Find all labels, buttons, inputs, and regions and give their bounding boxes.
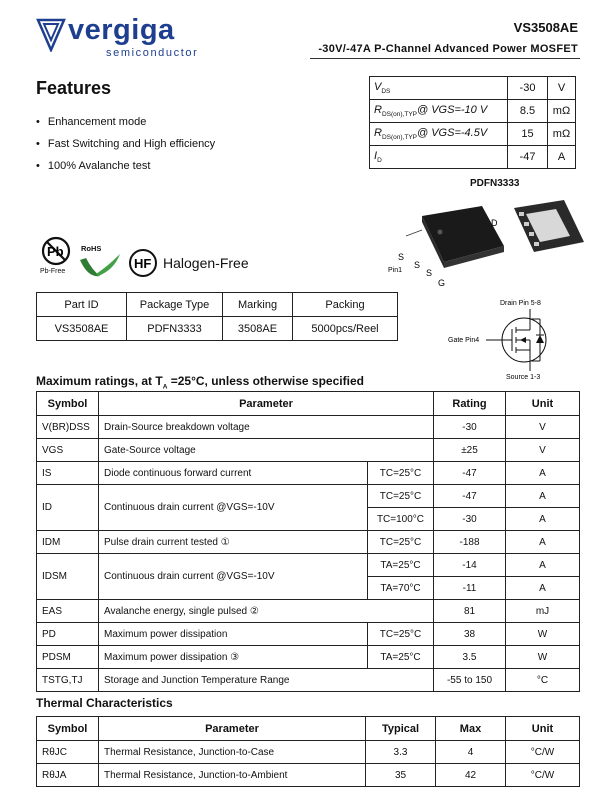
package-bottom-chip-icon <box>514 200 584 252</box>
parameter-cell: Drain-Source breakdown voltage <box>99 416 434 439</box>
unit-cell: A <box>506 554 580 577</box>
diode-icon <box>536 335 544 343</box>
package-top-chip-icon <box>422 206 504 268</box>
mosfet-symbol-diagram <box>446 295 586 383</box>
rating-cell: -188 <box>434 531 506 554</box>
source-label: S <box>414 260 421 270</box>
column-header: Marking <box>223 293 293 317</box>
package-type-cell: PDFN3333 <box>127 317 223 341</box>
features-title: Features <box>36 78 112 98</box>
rating-cell: -30 <box>434 416 506 439</box>
spec-unit: V <box>548 77 576 100</box>
table-row <box>37 623 580 646</box>
halogen-free-icon <box>128 248 158 278</box>
parameter-cell: Diode continuous forward current <box>99 462 368 485</box>
typical-cell: 3.3 <box>366 741 436 764</box>
symbol-cell: IDM <box>37 531 99 554</box>
column-header: Part ID <box>37 293 127 317</box>
pin1-label: Pin1 <box>388 267 403 274</box>
pb-free-label: Pb-Free <box>40 268 66 275</box>
key-spec-table <box>369 76 576 169</box>
condition-cell: TC=25°C <box>368 623 434 646</box>
feature-item: • 100% Avalanche test <box>36 158 215 180</box>
parameter-cell: Thermal Resistance, Junction-to-Ambient <box>99 764 366 787</box>
symbol-cell: V(BR)DSS <box>37 416 99 439</box>
column-header: Parameter <box>99 392 434 416</box>
symbol-cell: IS <box>37 462 99 485</box>
thermal-title: Thermal Characteristics <box>36 696 173 710</box>
parameter-cell: Maximum power dissipation <box>99 623 368 646</box>
condition-cell: TA=25°C <box>368 554 434 577</box>
gate-label: G <box>438 278 446 288</box>
table-row <box>370 123 576 146</box>
column-header: Packing <box>293 293 398 317</box>
packing-cell: 5000pcs/Reel <box>293 317 398 341</box>
rating-cell: 81 <box>434 600 506 623</box>
table-row <box>37 764 580 787</box>
unit-cell: A <box>506 508 580 531</box>
spec-value: 8.5 <box>508 100 548 123</box>
typical-cell: 35 <box>366 764 436 787</box>
table-header-row <box>37 717 580 741</box>
unit-cell: A <box>506 462 580 485</box>
table-row <box>37 531 580 554</box>
spec-symbol: $R_{DS(on),TYP}@$ VGS=-4.5V <box>370 123 508 146</box>
channel-arrow-icon <box>520 337 526 343</box>
table-row <box>37 462 580 485</box>
symbol-cell: RθJA <box>37 764 99 787</box>
max-cell: 4 <box>436 741 506 764</box>
mosfet-icon <box>486 309 546 371</box>
condition-cell: TC=25°C <box>368 531 434 554</box>
rating-cell: -30 <box>434 508 506 531</box>
rating-cell: ±25 <box>434 439 506 462</box>
table-row <box>370 77 576 100</box>
table-row <box>370 100 576 123</box>
table-row <box>37 485 580 508</box>
symbol-cell: ID <box>37 485 99 531</box>
condition-cell: TA=25°C <box>368 646 434 669</box>
table-row <box>37 416 580 439</box>
spec-symbol: $I_D$ <box>370 146 508 169</box>
column-header: Max <box>436 717 506 741</box>
unit-cell: A <box>506 531 580 554</box>
spec-unit: mΩ <box>548 123 576 146</box>
column-header: Unit <box>506 392 580 416</box>
drain-label: D <box>491 218 498 228</box>
thermal-table <box>36 716 580 787</box>
condition-cell: TC=25°C <box>368 485 434 508</box>
rating-cell: -47 <box>434 462 506 485</box>
symbol-cell: PD <box>37 623 99 646</box>
spec-unit: mΩ <box>548 100 576 123</box>
brand-name: vergiga <box>68 14 175 46</box>
symbol-cell: TSTG,TJ <box>37 669 99 692</box>
parameter-cell: Gate-Source voltage <box>99 439 434 462</box>
table-row <box>37 439 580 462</box>
gate-pin-label: Gate Pin4 <box>448 337 480 344</box>
spec-symbol: $V_{DS}$ <box>370 77 508 100</box>
parameter-cell: Continuous drain current @VGS=-10V <box>99 485 368 531</box>
part-id-cell: VS3508AE <box>37 317 127 341</box>
unit-cell: °C <box>506 669 580 692</box>
source-label: S <box>426 268 433 278</box>
parameter-cell: Avalanche energy, single pulsed ② <box>99 600 434 623</box>
condition-cell: TC=25°C <box>368 462 434 485</box>
column-header: Typical <box>366 717 436 741</box>
hf-symbol: HF <box>134 256 152 271</box>
column-header: Rating <box>434 392 506 416</box>
ordering-table <box>36 292 398 341</box>
column-header: Package Type <box>127 293 223 317</box>
rating-cell: -11 <box>434 577 506 600</box>
package-drawing <box>386 190 586 290</box>
column-header: Symbol <box>37 717 99 741</box>
rohs-leaf-icon <box>78 252 122 278</box>
rating-cell: -55 to 150 <box>434 669 506 692</box>
pb-symbol: Pb <box>47 244 64 259</box>
max-cell: 42 <box>436 764 506 787</box>
parameter-cell: Storage and Junction Temperature Range <box>99 669 434 692</box>
table-row <box>37 554 580 577</box>
rating-cell: -47 <box>434 485 506 508</box>
symbol-cell: VGS <box>37 439 99 462</box>
header-rule <box>310 58 580 59</box>
symbol-cell: IDSM <box>37 554 99 600</box>
max-ratings-table <box>36 391 580 692</box>
unit-cell: °C/W <box>506 741 580 764</box>
rating-cell: -14 <box>434 554 506 577</box>
brand-logo-mark-icon <box>36 18 66 52</box>
spec-unit: A <box>548 146 576 169</box>
table-header-row <box>37 392 580 416</box>
column-header: Unit <box>506 717 580 741</box>
parameter-cell: Maximum power dissipation ③ <box>99 646 368 669</box>
unit-cell: V <box>506 416 580 439</box>
rohs-label: RoHS <box>81 244 102 253</box>
unit-cell: V <box>506 439 580 462</box>
condition-cell: TC=100°C <box>368 508 434 531</box>
table-row <box>37 646 580 669</box>
unit-cell: °C/W <box>506 764 580 787</box>
spec-value: -30 <box>508 77 548 100</box>
condition-cell: TA=70°C <box>368 577 434 600</box>
marking-cell: 3508AE <box>223 317 293 341</box>
source-label: S <box>398 252 405 262</box>
column-header: Symbol <box>37 392 99 416</box>
spec-value: 15 <box>508 123 548 146</box>
spec-symbol: $R_{DS(on),TYP}@$ VGS=-10 V <box>370 100 508 123</box>
table-row <box>37 669 580 692</box>
table-row <box>37 317 398 341</box>
column-header: Parameter <box>99 717 366 741</box>
source-pin-label: Source 1-3 <box>506 374 541 381</box>
max-ratings-title: Maximum ratings, at $T_A =25^\circ C$, unless otherwise specified <box>36 374 364 391</box>
table-header-row <box>37 293 398 317</box>
parameter-cell: Thermal Resistance, Junction-to-Case <box>99 741 366 764</box>
symbol-cell: PDSM <box>37 646 99 669</box>
rating-cell: 3.5 <box>434 646 506 669</box>
rating-cell: 38 <box>434 623 506 646</box>
unit-cell: W <box>506 646 580 669</box>
table-row <box>370 146 576 169</box>
symbol-cell: EAS <box>37 600 99 623</box>
drain-pin-label: Drain Pin 5-8 <box>500 300 541 307</box>
package-name: PDFN3333 <box>470 178 520 189</box>
spec-value: -47 <box>508 146 548 169</box>
parameter-cell: Continuous drain current @VGS=-10V <box>99 554 368 600</box>
feature-item: • Fast Switching and High efficiency <box>36 136 215 158</box>
feature-item: • Enhancement mode <box>36 114 215 136</box>
brand-sub: semiconductor <box>106 47 199 59</box>
features-list <box>36 114 215 180</box>
table-row <box>37 741 580 764</box>
unit-cell: A <box>506 485 580 508</box>
unit-cell: mJ <box>506 600 580 623</box>
unit-cell: W <box>506 623 580 646</box>
unit-cell: A <box>506 577 580 600</box>
table-row <box>37 600 580 623</box>
symbol-cell: RθJC <box>37 741 99 764</box>
parameter-cell: Pulse drain current tested ① <box>99 531 368 554</box>
part-number: VS3508AE <box>513 20 578 35</box>
halogen-free-label: Halogen-Free <box>163 255 249 271</box>
brand-logo <box>36 14 199 59</box>
document-subtitle: -30V/-47A P-Channel Advanced Power MOSFET <box>318 43 578 55</box>
